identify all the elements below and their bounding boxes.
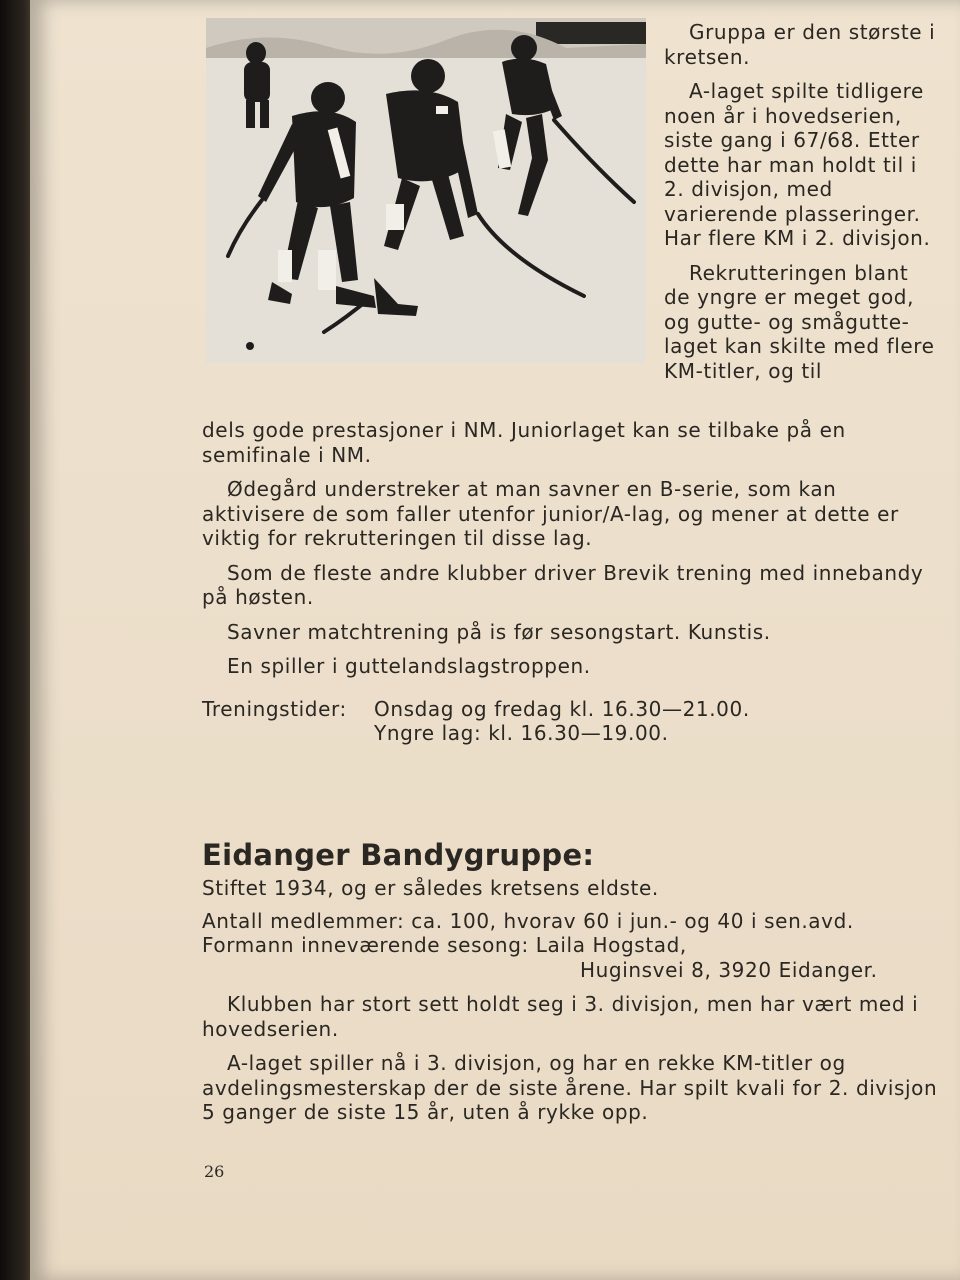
- eidanger-paragraph-division: Klubben har stort sett holdt seg i 3. divisjon, men har vært med i hovedserien.: [202, 992, 919, 1041]
- eidanger-text-body: [202, 876, 938, 1125]
- eidanger-chair: Formann inneværende sesong: Laila Hogstad,: [202, 933, 687, 957]
- paragraph-b-series: Ødegård understreker at man savner en B-serie, som kan aktivisere de som faller utenfor junior/A-lag, og mener at dette er viktig for rekrutteringen til disse lag.: [202, 477, 899, 550]
- eidanger-address: Huginsvei 8, 3920 Eidanger.: [580, 957, 878, 982]
- paragraph-innebandy: Som de fleste andre klubber driver Brevik trening med innebandy på høsten.: [202, 560, 924, 609]
- training-times: [202, 697, 938, 746]
- training-line-2: Yngre lag: kl. 16.30—19.00.: [374, 721, 669, 745]
- main-text-body: [202, 418, 938, 746]
- paragraph-national-team: En spiller i guttelandslagstroppen.: [227, 654, 591, 678]
- eidanger-members: Antall medlemmer: ca. 100, hvorav 60 i jun.- og 40 i sen.avd.: [202, 908, 854, 933]
- bandy-photo-illustration: [206, 18, 646, 363]
- training-line-1: Onsdag og fredag kl. 16.30—21.00.: [374, 696, 750, 721]
- bandy-players-photo: [206, 18, 646, 363]
- section-heading-eidanger: Eidanger Bandygruppe:: [202, 838, 595, 872]
- page-number: 26: [204, 1162, 225, 1181]
- book-spine-shadow: [0, 0, 34, 1280]
- paragraph-largest-group: Gruppa er den største i kretsen.: [664, 20, 936, 69]
- eidanger-paragraph-a-team: A-laget spiller nå i 3. divisjon, og har en rekke KM-titler og avdelingsmesterskap der de siste årene. Har spilt kvali for 2. divisjon 5 ganger de siste 15 år, uten å rykke opp.: [202, 1051, 938, 1124]
- right-text-column: [664, 20, 936, 383]
- eidanger-founded: Stiftet 1934, og er således kretsens eldste.: [202, 876, 659, 900]
- paragraph-kunstis: Savner matchtrening på is før sesongstart. Kunstis.: [227, 619, 771, 644]
- book-page: [30, 0, 960, 1280]
- training-label: Treningstider:: [202, 696, 347, 721]
- paragraph-recruitment: Rekrutteringen blant de yngre er meget god, og gutte- og smågutte-laget kan skilte med flere KM-titler, og til: [664, 260, 935, 383]
- paragraph-a-team-history: A-laget spilte tidligere noen år i hovedserien, siste gang i 67/68. Etter dette har man holdt til i 2. divisjon, med varierende plasseringer. Har flere KM i 2. divisjon.: [664, 79, 931, 250]
- paragraph-continuation: dels gode prestasjoner i NM. Juniorlaget kan se tilbake på en semifinale i NM.: [202, 418, 846, 467]
